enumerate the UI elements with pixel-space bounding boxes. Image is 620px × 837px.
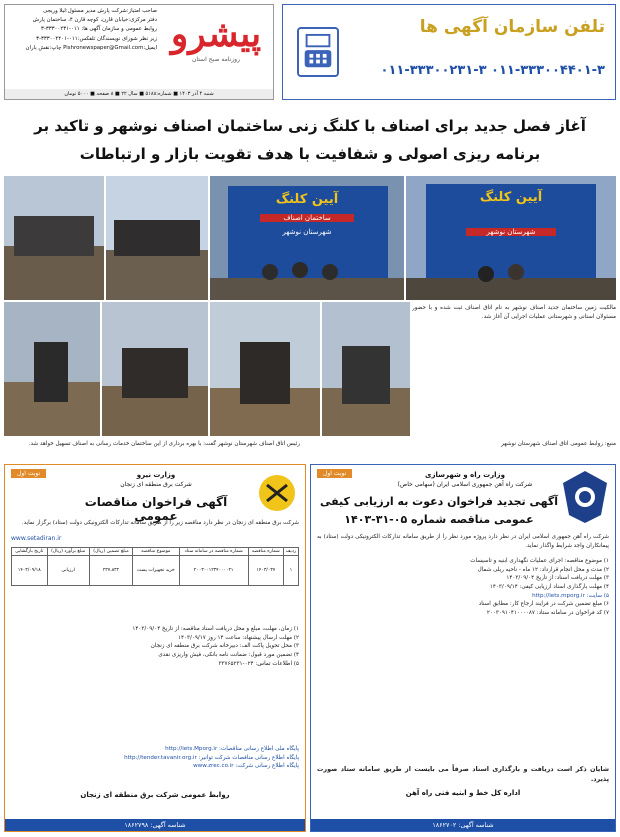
railway-org-2: شرکت راه آهن جمهوری اسلامی ایران (سهامی خاص) xyxy=(397,481,533,488)
crowd-photo-1 xyxy=(4,176,104,300)
railway-item: ۳) مهلت دریافت اسناد: از تاریخ ۱۴۰۳/۰۹/۰۴ xyxy=(506,575,609,582)
banner-group-photo xyxy=(406,176,616,300)
railway-item: ۷) کد فراخوان در سامانه ستاد: ۲۰۰۳۰۹۱۰۴۱۰۰۰۰۸۷ xyxy=(486,609,609,616)
table-header: مبلغ تضمین (ریال) xyxy=(89,548,133,556)
railway-item: ۲) مدت و محل انجام قرارداد: ۱۲ ماه - ناحیه ریلی شمال xyxy=(477,566,609,573)
table-cell: ۱۴۰۳/۰۹/۱۸ xyxy=(12,556,48,586)
banner-title-2: آیین کلنگ xyxy=(479,190,543,205)
power-footer: روابط عمومی شرکت برق منطقه ای زنجان xyxy=(80,791,230,799)
shovel-photo-2 xyxy=(102,302,208,436)
masthead xyxy=(4,4,274,100)
ad-banner-phones: ۰۱۱-۳۳۳۰۰۲۳۱-۳ ۰۱۱-۳۳۳۰۰۴۴۰۱-۳ xyxy=(380,63,605,78)
shovel-photo-4 xyxy=(322,302,410,436)
info-line: صاحب امتیاز:شرکت پارش مدیر مسئول:لیلا وریجی xyxy=(43,8,157,14)
power-items xyxy=(11,625,299,668)
banner-title: آیین کلنگ xyxy=(275,192,339,207)
table-header: شماره مناقصه xyxy=(248,548,283,556)
table-header: شماره مناقصه در سامانه ستاد xyxy=(179,548,248,556)
railway-tender-title-1: آگهی تجدید فراخوان دعوت به ارزیابی کیفی xyxy=(319,495,559,508)
railway-intro: شرکت راه آهن جمهوری اسلامی ایران در نظر دارد پروژه مورد نظر را از طریق سامانه تدارکات الکترونیکی دولت (ستاد) به پیمانکاران واجد شرایط واگذار نماید. xyxy=(317,534,609,549)
power-tender-title: آگهی فراخوان مناقصات عمومی xyxy=(84,495,228,523)
power-site-link[interactable]: www.setadiran.ir xyxy=(11,535,62,542)
info-line: روابط عمومی و سازمان آگهی ها: ۰۱۱-۳۳۳۰۰۲۳۱-۳ xyxy=(41,26,157,33)
railway-item: ۵) سایت: http://iets.mporg.ir xyxy=(532,592,609,599)
power-link[interactable]: پایگاه اطلاع رسانی مناقصات شرکت توانیر: http://tender.tavanir.org.ir xyxy=(124,754,299,761)
table-header: تاریخ بازگشایی xyxy=(12,548,48,556)
shovel-photo-1 xyxy=(4,302,100,436)
headline-line-1: آغاز فصل جدید برای اصناف با کلنگ زنی ساختمان اصناف نوشهر و تاکید بر xyxy=(34,117,586,135)
power-intro: شرکت برق منطقه ای زنجان در نظر دارد مناقصه زیر را از طریق سامانه تدارکات الکترونیکی دولت (ستاد) برگزار نماید. xyxy=(21,520,299,526)
zanjan-power-tender-ad xyxy=(4,464,306,832)
story-column-right: مالکیت زمین ساختمان جدید اصناف نوشهر به نام اتاق اصناف ثبت شده و با حضور مسئولان استانی و شهرستانی عملیات اجرایی آن آغاز شد. xyxy=(412,305,616,320)
railway-item: ۶) مبلغ تضمین شرکت در فرایند ارجاع کار: مطابق اسناد xyxy=(478,601,609,608)
tender-badge: نوبت اول xyxy=(11,469,46,478)
newspaper-logo xyxy=(161,13,271,83)
logo-text: پیشرو xyxy=(170,13,262,55)
table-header-row xyxy=(12,548,299,556)
railway-tender-title-2: عمومی مناقصه شماره ۰۵-۳۱-۱۴۰۳ xyxy=(344,513,534,526)
table-cell: ۱ xyxy=(283,556,298,586)
table-header: موضوع مناقصه xyxy=(133,548,179,556)
tender-badge: نوبت اول xyxy=(317,469,352,478)
ad-banner-title: تلفن سازمان آگهی ها xyxy=(419,17,605,37)
info-line: دفتر مرکزی:خیابان قارن، کوچه قارن ۴، ساختمان پارش xyxy=(32,17,157,24)
power-item: ۲) مهلت ارسال پیشنهاد: ساعت ۱۴ روز ۱۴۰۳/۰۹/۱۷ xyxy=(177,634,299,641)
railway-shenase: شناسه آگهی: ۱۸۶۲۷۰۲ xyxy=(311,819,615,831)
ceremony-banner-photo xyxy=(210,176,404,300)
info-line: زیر نظر شورای نویسندگان تلفکس:۰۱۱-۳۳۳۰۰۴۴۰۱-۳ xyxy=(36,35,157,42)
power-links xyxy=(11,745,299,771)
main-headline xyxy=(4,112,616,170)
railway-org-1: وزارت راه و شهرسازی xyxy=(425,471,505,479)
power-item: ۳) محل تحویل پاکت الف: دبیرخانه شرکت برق منطقه ای زنجان xyxy=(150,643,299,650)
power-logo xyxy=(257,473,297,513)
ad-phone-banner xyxy=(282,4,616,100)
railway-logo xyxy=(561,469,609,525)
power-item: ۴) تضمین مورد قبول: ضمانت نامه بانکی، فیش واریزی نقدی xyxy=(158,651,299,658)
tender-table xyxy=(11,547,299,586)
railway-tender-ad xyxy=(310,464,616,832)
headline-line-2: برنامه ریزی اصولی و شفافیت با هدف تقویت بازار و ارتباطات xyxy=(79,145,541,163)
date-line: شنبه ۴ آذر ۱۴۰۳ ■ شماره:۵۱۸۸ ■ سال ۲۲ ■ ۸ صفحه ■ ۵۰۰۰ تومان xyxy=(5,89,273,99)
table-cell: ۱۴۰۳/۰۳۷ xyxy=(248,556,283,586)
table-cell: ارزیابی xyxy=(47,556,89,586)
power-link[interactable]: پایگاه اطلاع رسانی شرکت: www.zrec.co.ir xyxy=(193,763,299,770)
table-cell: ۲۳۷،۸۳۲ xyxy=(89,556,133,586)
table-header: مبلغ برآورد (ریال) xyxy=(47,548,89,556)
story-column-left: رئیس اتاق اصناف شهرستان نوشهر گفت: با بهره برداری از این ساختمان خدمات رسانی به اصناف تسهیل خواهد شد. xyxy=(28,441,300,447)
railway-outro: شایان ذکر است دریافت و بارگذاری اسناد صرفاً می بایست از طریق سامانه ستاد صورت پذیرد. xyxy=(317,765,609,783)
power-shenase: شناسه آگهی: ۱۸۶۲۷۹۸ xyxy=(5,819,305,831)
story-source: منبع: روابط عمومی اتاق اصناف شهرستان نوشهر xyxy=(501,441,616,447)
railway-footer: اداره کل خط و ابنیه فنی راه آهن xyxy=(405,789,521,797)
power-org-2: شرکت برق منطقه ای زنجان xyxy=(120,481,192,488)
info-line: ایمیل:Pishronewspaper@Gmail.com چاپ:نقش باران xyxy=(25,44,157,51)
power-org-1: وزارت نیرو xyxy=(136,471,176,479)
power-item: ۱) زمان، مهلت، مبلغ و محل دریافت اسناد مناقصه: از تاریخ ۱۴۰۳/۰۹/۰۴ xyxy=(132,626,299,632)
table-header: ردیف xyxy=(283,548,298,556)
railway-items xyxy=(317,557,609,618)
table-cell: ۲۰۰۳۰۰۱۲۳۴۰۰۰۰۲۱ xyxy=(179,556,248,586)
power-link[interactable]: پایگاه ملی اطلاع رسانی مناقصات: http://iets.Mporg.ir xyxy=(165,746,299,752)
banner-subtitle: ساختمان اصناف xyxy=(260,214,354,222)
table-cell: خرید تجهیزات پست xyxy=(133,556,179,586)
power-item: ۵) اطلاعات تماس: ۰۲۴-۳۳۷۶۵۲۳۱ xyxy=(218,660,299,667)
banner-city: شهرستان نوشهر xyxy=(282,228,332,236)
railway-item: ۱) موضوع مناقصه: اجرای عملیات نگهداری ابنیه و تاسیسات xyxy=(470,558,609,564)
table-row xyxy=(12,556,299,586)
fax-phone-icon xyxy=(297,27,339,77)
shovel-photo-3 xyxy=(210,302,320,436)
railway-item: ۴) مهلت بارگذاری اسناد ارزیابی کیفی: ۱۴۰۳/۰۹/۱۴ xyxy=(489,583,609,590)
banner-city-2: شهرستان نوشهر xyxy=(466,228,556,236)
logo-tagline: روزنامه صبح استان xyxy=(192,56,240,64)
masthead-info xyxy=(7,7,157,91)
crowd-photo-2 xyxy=(106,176,208,300)
